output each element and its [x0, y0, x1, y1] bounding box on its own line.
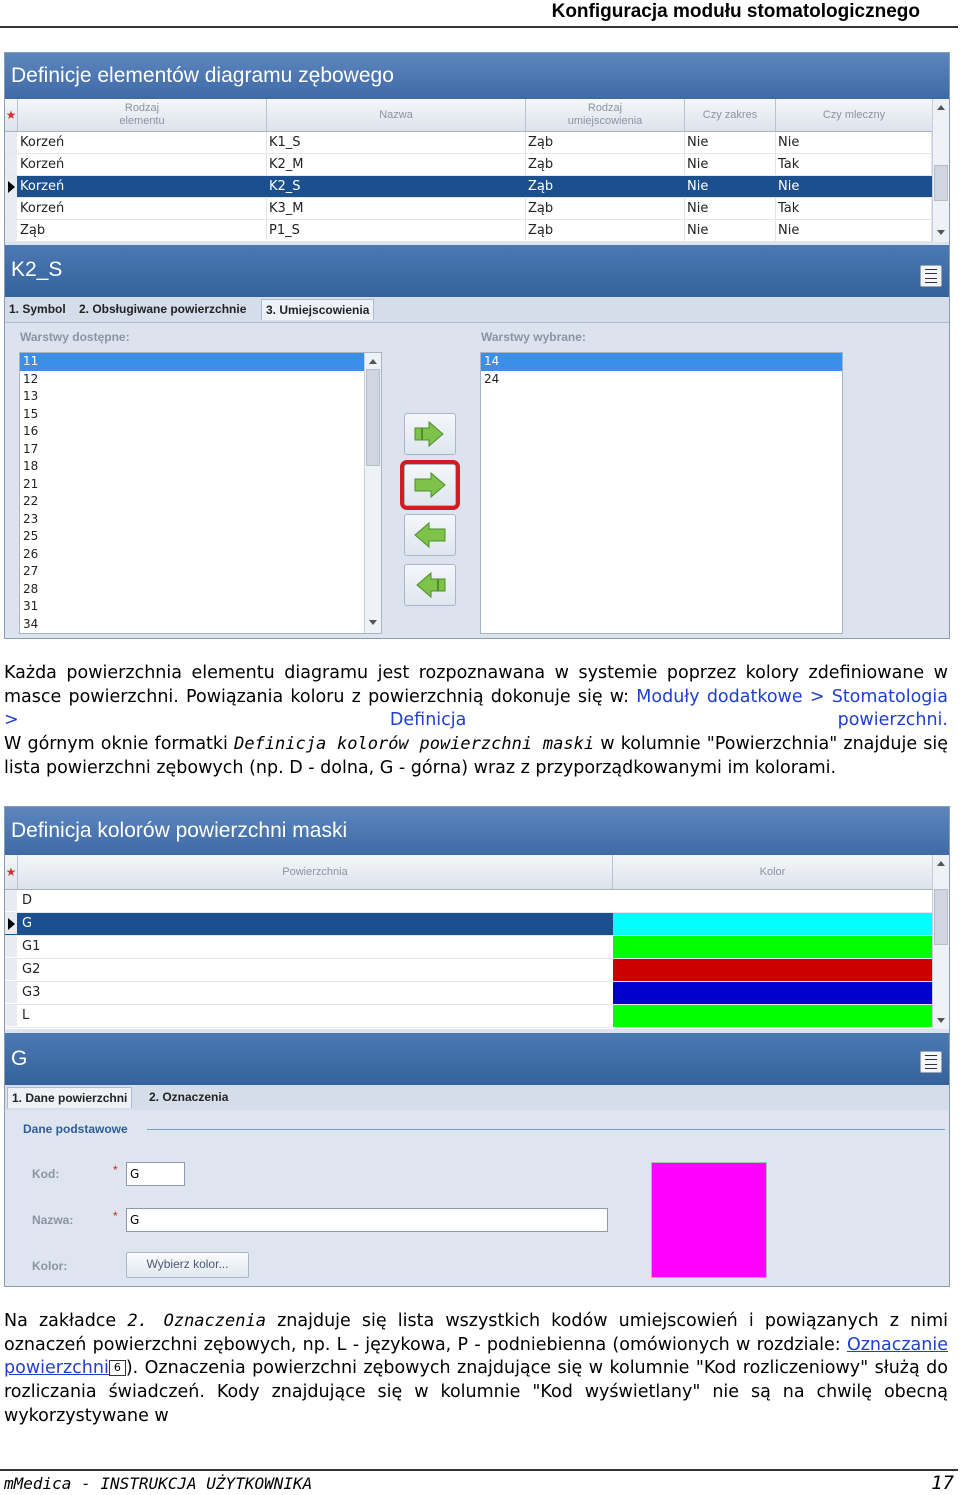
column-header-czy-zakres[interactable]: Czy zakres — [685, 99, 776, 131]
list-item[interactable]: 14 — [481, 353, 842, 371]
table-cell: Korzeń — [18, 198, 267, 219]
table-cell: K2_S — [267, 176, 526, 197]
double-arrow-right-icon — [405, 414, 455, 454]
section-heading: Dane podstawowe — [23, 1122, 128, 1136]
tab-umiejscowienia[interactable]: 3. Umiejscowienia — [261, 299, 374, 320]
table-cell: P1_S — [267, 220, 526, 241]
diagram-elements-window — [4, 52, 950, 639]
row-indicator[interactable] — [5, 959, 17, 980]
detail-tabs — [5, 1085, 949, 1111]
grid-header — [5, 99, 932, 132]
kolor-label: Kolor: — [32, 1259, 68, 1273]
tab-oznaczenia[interactable]: 2. Oznaczenia — [149, 1090, 229, 1104]
selected-layers-label: Warstwy wybrane: — [481, 330, 586, 344]
table-row[interactable] — [5, 220, 932, 242]
table-cell: Tak — [776, 198, 932, 219]
table-row[interactable] — [5, 913, 932, 936]
list-item[interactable]: 16 — [23, 424, 39, 438]
window-title: Definicje elementów diagramu zębowego — [5, 53, 949, 99]
surface-name-cell: L — [22, 1008, 30, 1023]
available-layers-label: Warstwy dostępne: — [20, 330, 130, 344]
collapse-panel-button[interactable] — [920, 1051, 942, 1073]
list-item[interactable]: 11 — [20, 353, 364, 371]
list-item[interactable]: 15 — [23, 406, 39, 421]
grid-body — [5, 890, 932, 1029]
row-indicator[interactable] — [5, 936, 17, 957]
choose-color-button[interactable]: Wybierz kolor... — [126, 1252, 249, 1278]
window-title: Definicja kolorów powierzchni maski — [5, 807, 949, 855]
page-ref-box: 6 — [109, 1360, 126, 1376]
list-item[interactable]: 21 — [23, 476, 39, 491]
table-row[interactable] — [5, 132, 932, 154]
scroll-thumb[interactable] — [934, 889, 948, 945]
scroll-down-icon[interactable] — [937, 230, 945, 235]
page-header-title: Konfiguracja modułu stomatologicznego — [551, 1, 920, 22]
collapse-icon — [925, 1055, 937, 1060]
row-indicator[interactable] — [5, 198, 17, 219]
list-item[interactable]: 25 — [23, 529, 39, 543]
list-item[interactable]: 24 — [484, 371, 500, 386]
table-cell: Nie — [685, 176, 776, 197]
chapter-link[interactable]: Oznaczanie powierzchni — [4, 1334, 948, 1379]
collapse-panel-button[interactable] — [920, 265, 942, 287]
list-item[interactable]: 34 — [23, 616, 39, 631]
color-cell — [613, 913, 932, 935]
table-cell: Ząb — [526, 132, 685, 153]
color-cell — [613, 1005, 932, 1027]
table-cell: Korzeń — [18, 132, 267, 153]
table-cell: K3_M — [267, 198, 526, 219]
list-item[interactable]: 28 — [23, 581, 39, 596]
detail-title: K2_S — [5, 245, 949, 297]
grid-body — [5, 132, 932, 242]
footer-divider — [0, 1469, 958, 1471]
table-cell: Nie — [685, 220, 776, 241]
list-item[interactable]: 27 — [23, 564, 39, 578]
row-indicator[interactable] — [5, 982, 17, 1003]
table-row[interactable] — [5, 198, 932, 220]
paragraph-1b: W górnym oknie formatki Definicja kolorów powierzchni maski w kolumnie "Powierzchnia" znajduje się lista powierzchni zębowych (np. D - dolna, G - górna) wraz z przyporządkowanymi im kolorami. — [4, 734, 948, 778]
surface-name-cell: G1 — [22, 939, 41, 954]
nazwa-field[interactable]: G — [126, 1208, 608, 1232]
move-all-left-button[interactable] — [404, 564, 456, 606]
table-row[interactable] — [5, 154, 932, 176]
table-cell: Korzeń — [18, 176, 267, 197]
tab-dane-powierzchni[interactable]: 1. Dane powierzchni — [7, 1087, 132, 1108]
required-marker: * — [113, 1209, 118, 1223]
double-arrow-left-icon — [405, 565, 455, 605]
row-indicator[interactable] — [5, 890, 17, 911]
row-indicator[interactable] — [5, 176, 17, 197]
table-cell: Ząb — [18, 220, 267, 241]
move-all-right-button[interactable] — [404, 413, 456, 455]
menu-path-link[interactable]: Moduły dodatkowe > Stomatologia > Definicja powierzchni. — [4, 686, 948, 731]
grid-header — [5, 855, 932, 890]
table-cell: Ząb — [526, 154, 685, 175]
row-indicator[interactable] — [5, 913, 17, 934]
color-cell — [613, 936, 932, 958]
list-item[interactable]: 12 — [23, 371, 39, 386]
footer-page-number: 17 — [931, 1472, 954, 1494]
row-indicator[interactable] — [5, 154, 17, 175]
scroll-thumb[interactable] — [366, 369, 380, 466]
move-right-button[interactable] — [404, 464, 456, 506]
scroll-down-icon[interactable] — [369, 620, 377, 625]
table-row[interactable] — [5, 959, 932, 982]
required-marker: * — [113, 1163, 118, 1177]
column-header-kolor[interactable]: Kolor — [759, 865, 786, 878]
table-row[interactable] — [5, 982, 932, 1005]
list-item[interactable]: 23 — [23, 511, 39, 526]
tab-symbol[interactable]: 1. Symbol — [9, 302, 66, 316]
scroll-up-icon[interactable] — [937, 861, 945, 866]
table-cell: Tak — [776, 154, 932, 175]
mask-colors-window — [4, 806, 950, 1287]
table-cell: Nie — [776, 132, 932, 153]
surface-name-cell: D — [22, 893, 33, 908]
table-cell: Ząb — [526, 198, 685, 219]
row-indicator[interactable] — [5, 1005, 17, 1026]
selected-layers-list[interactable] — [480, 352, 843, 634]
paragraph-1a: Każda powierzchnia elementu diagramu jest rozpoznawana w systemie poprzez kolory zdefiniowane w masce powierzchni. Powiązania koloru z powierzchnią dokonuje się w: Moduły dodatkowe > Stomatologia > Definicja powierzchni. — [4, 663, 948, 731]
arrow-left-icon — [405, 515, 455, 555]
new-row-star-icon: ★ — [5, 855, 18, 889]
list-item[interactable]: 13 — [23, 389, 39, 403]
grid-scrollbar[interactable] — [932, 855, 949, 1029]
list-item[interactable]: 26 — [23, 546, 39, 561]
table-cell: Ząb — [526, 176, 685, 197]
footer-manual-name: mMedica - INSTRUKCJA UŻYTKOWNIKA — [4, 1474, 313, 1493]
kod-label: Kod: — [32, 1167, 60, 1181]
table-row[interactable] — [5, 936, 932, 959]
scroll-up-icon[interactable] — [369, 359, 377, 364]
collapse-icon — [925, 269, 937, 274]
scroll-down-icon[interactable] — [937, 1018, 945, 1023]
table-cell: Nie — [776, 220, 932, 241]
available-list-scrollbar[interactable] — [364, 353, 381, 633]
column-header-czy-mleczny[interactable]: Czy mleczny — [822, 108, 886, 121]
header-divider — [0, 26, 958, 28]
column-header-rodzaj-elementu[interactable]: Rodzaj elementu — [18, 99, 267, 131]
section-divider — [147, 1129, 945, 1130]
available-layers-list[interactable] — [19, 352, 382, 634]
table-cell: Nie — [685, 132, 776, 153]
color-cell — [613, 890, 932, 912]
nazwa-label: Nazwa: — [32, 1213, 74, 1227]
table-row[interactable] — [5, 1005, 932, 1028]
scroll-up-icon[interactable] — [937, 105, 945, 110]
column-header-nazwa[interactable]: Nazwa — [267, 99, 526, 131]
tab-obslugiwane-powierzchnie[interactable]: 2. Obsługiwane powierzchnie — [79, 302, 247, 316]
table-cell: Korzeń — [18, 154, 267, 175]
move-left-button[interactable] — [404, 514, 456, 556]
color-cell — [613, 959, 932, 981]
list-item[interactable]: 18 — [23, 459, 39, 473]
grid-scrollbar[interactable] — [932, 99, 949, 242]
surface-name-cell: G — [22, 916, 33, 931]
color-cell — [613, 982, 932, 1004]
table-cell: K1_S — [267, 132, 526, 153]
table-row[interactable] — [5, 890, 932, 913]
new-row-star-icon: ★ — [5, 99, 18, 131]
surface-name-cell: G3 — [22, 985, 41, 1000]
color-swatch — [651, 1162, 767, 1278]
current-row-icon — [8, 918, 15, 930]
kod-field[interactable]: G — [126, 1162, 185, 1186]
table-cell: Nie — [776, 176, 932, 197]
column-header-rodzaj-umiejscowienia[interactable]: Rodzaj umiejscowienia — [526, 99, 685, 131]
table-cell: Nie — [685, 154, 776, 175]
detail-tabs — [5, 297, 949, 323]
column-header-powierzchnia[interactable]: Powierzchnia — [18, 855, 613, 889]
surface-name-cell: G2 — [22, 962, 41, 977]
row-indicator[interactable] — [5, 132, 17, 153]
list-item[interactable]: 17 — [23, 441, 39, 456]
row-indicator[interactable] — [5, 220, 17, 241]
list-item[interactable]: 22 — [23, 494, 39, 508]
arrow-right-icon — [405, 465, 455, 505]
scroll-thumb[interactable] — [934, 165, 948, 201]
current-row-icon — [8, 181, 15, 193]
table-cell: K2_M — [267, 154, 526, 175]
table-cell: Ząb — [526, 220, 685, 241]
detail-title: G — [5, 1033, 949, 1085]
table-cell: Nie — [685, 198, 776, 219]
detail-form — [5, 1110, 949, 1286]
table-row[interactable] — [5, 176, 932, 198]
paragraph-2: Na zakładce 2. Oznaczenia znajduje się lista wszystkich kodów umiejscowień i powiązanych z nimi oznaczeń powierzchni zębowych, np. L - językowa, P - podniebienna (omówionych w rozdziale: Oznaczanie powierzchni 6 ). Oznaczenia powierzchni zębowych znajdujące się w kolumnie "Kod rozliczeniowy" służą do rozliczania świadczeń. Kody znajdujące się w kolumnie "Kod wyświetlany" nie są na chwilę obecną wykorzystywane w — [4, 1311, 948, 1426]
list-item[interactable]: 31 — [23, 599, 39, 613]
